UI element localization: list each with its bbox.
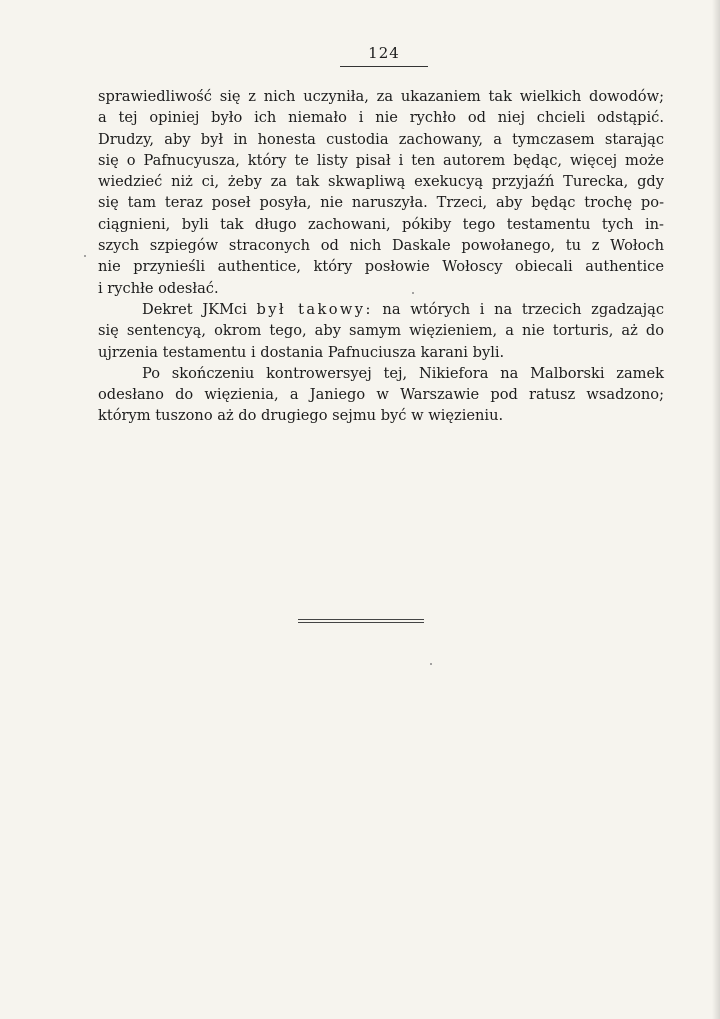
text-line: Po skończeniu kontrowersyej tej, Nikiefora na Malborski zamek [142, 364, 664, 382]
page-edge-shadow [712, 0, 720, 1019]
text-line: ciągnieni, byli tak długo zachowani, pókiby tego testamentu tych in- [98, 215, 664, 233]
text-line: a tej opiniej było ich niemało i nie rychło od niej chcieli odstąpić. [98, 109, 664, 127]
text-line: ujrzenia testamentu i dostania Pafnuciusza karani byli. [98, 343, 505, 361]
text-line: szych szpiegów straconych od nich Daskale powołanego, tu z Wołoch [98, 237, 664, 255]
text-line: się o Pafnucyusza, który te listy pisał i ten autorem będąc, więcej może [98, 151, 664, 169]
text-line: nie przynieśli authentice, który posłowie Wołoscy obiecali authentice [98, 258, 664, 276]
text-line: Drudzy, aby był in honesta custodia zachowany, a tymczasem starając [98, 130, 664, 148]
print-speck [430, 663, 432, 665]
decree-lead: Dekret JKMci [142, 300, 257, 318]
print-speck [84, 255, 86, 257]
text-line: i rychłe odesłać. [98, 279, 219, 297]
end-rule-top [298, 619, 424, 620]
page-number-rule [340, 66, 428, 67]
print-speck [412, 292, 414, 294]
end-rule-bottom [298, 622, 424, 623]
text-line: się tam teraz poseł posyła, nie naruszyła. Trzeci, aby będąc trochę po- [98, 194, 664, 212]
text-line [98, 299, 664, 320]
text-line: którym tuszono aż do drugiego sejmu być w więzieniu. [98, 407, 504, 425]
paragraph-2 [98, 299, 664, 363]
text-line: odesłano do więzienia, a Janiego w Warszawie pod ratusz wsadzono; [98, 386, 664, 404]
text-line: wiedzieć niż ci, żeby za tak skwapliwą exekucyą przyjaźń Turecka, gdy [98, 173, 664, 191]
decree-emphasis: był takowy: [256, 300, 373, 318]
paragraph-3 [98, 363, 664, 427]
paragraph-1 [98, 86, 664, 299]
text-line: się sentencyą, okrom tego, aby samym więzieniem, a nie torturis, aż do [98, 322, 664, 340]
decree-rest: na wtórych i na trzecich zgadzając [372, 300, 664, 318]
page-number: 124 [368, 44, 400, 62]
body-text [98, 86, 664, 427]
text-line: sprawiedliwość się z nich uczyniła, za ukazaniem tak wielkich dowodów; [98, 88, 664, 105]
